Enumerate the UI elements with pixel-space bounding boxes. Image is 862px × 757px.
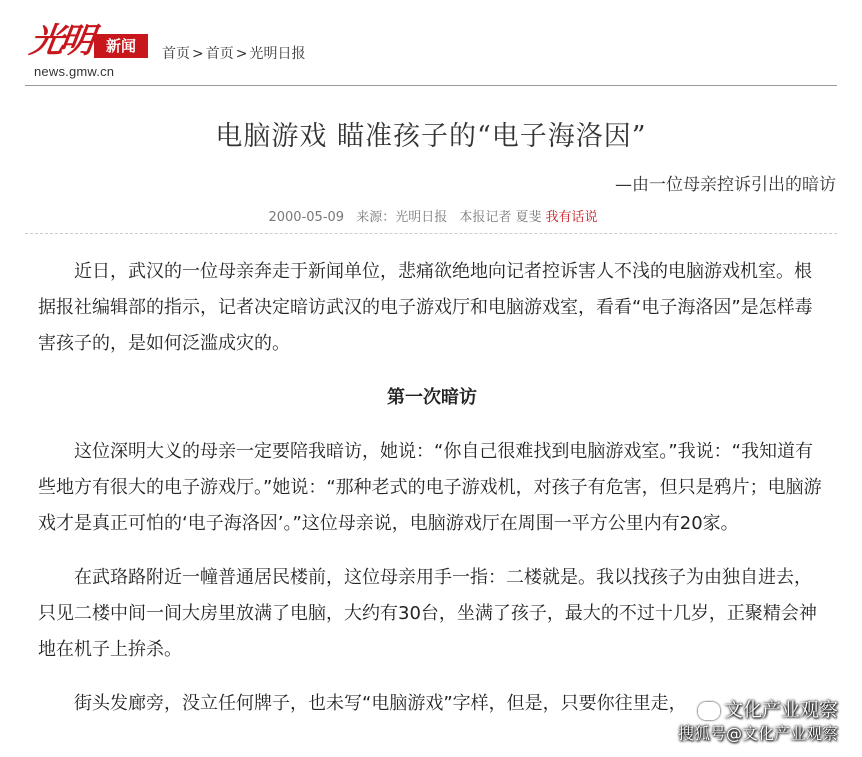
article-meta [0,206,862,225]
sohu-watermark [678,698,838,746]
breadcrumb [162,43,305,63]
wechat-icon [698,702,720,720]
header-divider [25,85,837,86]
article-paragraph: 街头发廊旁，没立任何牌子，也未写“电脑游戏”字样，但是，只要你往里走， [74,693,687,714]
article-paragraph: 在武珞路附近一幢普通居民楼前，这位母亲用手一指：二楼就是。我以找孩子为由独自进去，只见二楼中间一间大房里放满了电脑，大约有30台，坐满了孩子，最大的不过十几岁，正聚精会神地在机子上拚杀。 [38,567,817,660]
article-body [38,254,826,740]
logo-script-text: 光明 [27,21,93,61]
logo-url-text: news.gmw.cn [34,64,115,79]
breadcrumb-separator: > [192,46,204,62]
comment-link[interactable]: 我有话说 [545,210,598,225]
gmw-news-logo[interactable] [27,21,150,84]
section-heading: 第一次暗访 [387,387,477,408]
article-paragraph: 近日，武汉的一位母亲奔走于新闻单位，悲痛欲绝地向记者控诉害人不浅的电脑游戏机室。根据报社编辑部的指示，记者决定暗访武汉的电子游戏厅和电脑游戏室，看看“电子海洛因”是怎样毒害孩子的，是如何泛滥成灾的。 [38,261,813,354]
site-header [0,0,862,92]
article-paragraph: 这位深明大义的母亲一定要陪我暗访，她说：“你自己很难找到电脑游戏室。”我说：“我知道有些地方有很大的电子游戏厅。”她说：“那种老式的电子游戏机，对孩子有危害，但只是鸦片；电脑游戏才是真正可怕的‘电子海洛因’。”这位母亲说，电脑游戏厅在周围一平方公里内有20家。 [38,441,822,534]
breadcrumb-home-link-2[interactable]: 首页 [205,46,234,62]
watermark-line-1 [678,698,838,722]
article-date: 2000-05-09 [268,210,345,225]
article-reporter: 本报记者 夏斐 [459,210,542,225]
logo-news-badge: 新闻 [94,34,148,58]
watermark-account-name: 文化产业观察 [723,699,838,721]
article-source: 来源：光明日报 [356,210,448,225]
breadcrumb-home-link[interactable]: 首页 [162,46,190,62]
breadcrumb-separator: > [235,46,248,62]
article-title: 电脑游戏 瞄准孩子的“电子海洛因” [215,121,647,152]
meta-divider [25,233,837,234]
breadcrumb-section-link[interactable]: 光明日报 [249,46,306,62]
watermark-line-2: 搜狐号@文化产业观察 [677,724,838,743]
article-subtitle: —由一位母亲控诉引出的暗访 [615,175,836,195]
